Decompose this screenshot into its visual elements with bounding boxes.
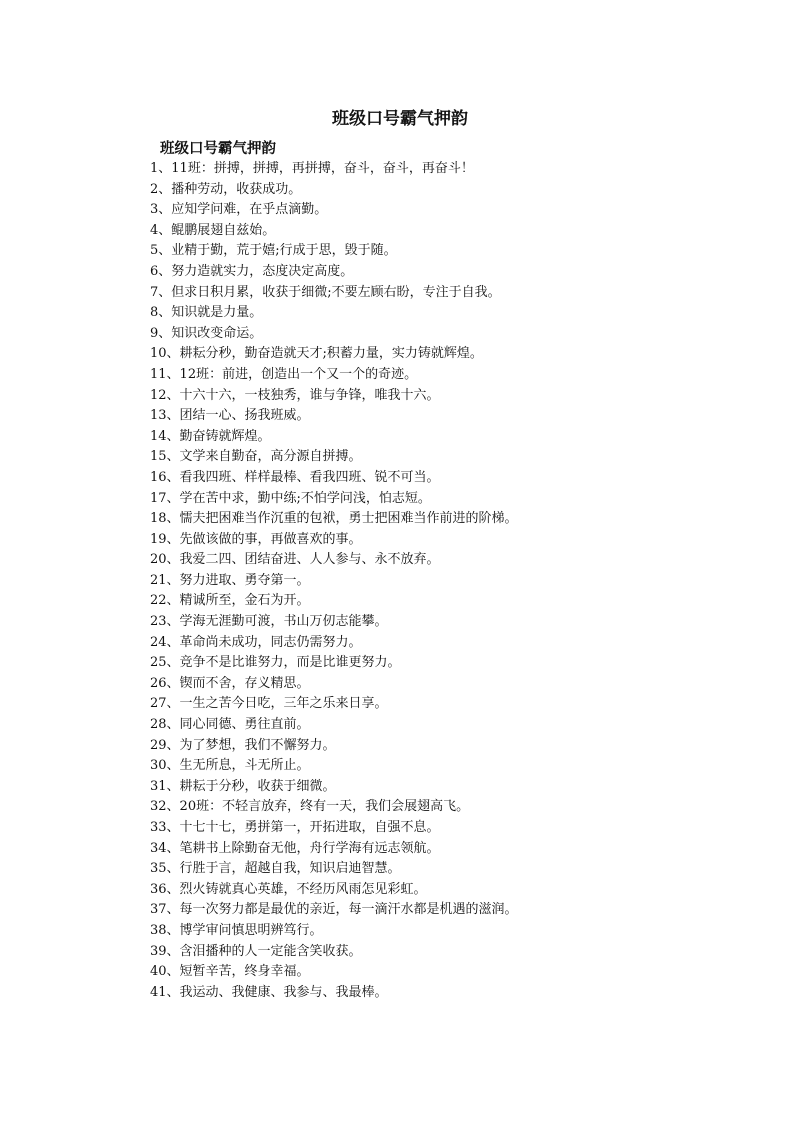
- slogan-item: 8、知识就是力量。: [150, 305, 263, 321]
- slogan-item: 6、努力造就实力，态度决定高度。: [150, 263, 354, 279]
- slogan-item: 24、革命尚未成功，同志仍需努力。: [150, 634, 362, 650]
- slogan-item: 41、我运动、我健康、我参与、我最棒。: [150, 984, 388, 1000]
- slogan-item: 15、文学来自勤奋，高分源自拼搏。: [150, 449, 362, 465]
- slogan-item: 17、学在苦中求，勤中练;不怕学问浅，怕志短。: [150, 490, 431, 506]
- slogan-item: 12、十六十六，一枝独秀，谁与争锋，唯我十六。: [150, 387, 440, 403]
- slogan-item: 38、博学审问慎思明辨笃行。: [150, 922, 323, 938]
- slogan-item: 34、笔耕书上除勤奋无他，舟行学海有远志领航。: [150, 840, 440, 856]
- slogan-item: 37、每一次努力都是最优的亲近，每一滴汗水都是机遇的滋润。: [150, 902, 518, 918]
- slogan-item: 1、11班：拼搏，拼搏，再拼搏，奋斗，奋斗，再奋斗！: [150, 161, 474, 176]
- slogan-item: 13、团结一心、扬我班威。: [150, 408, 310, 424]
- slogan-item: 32、20班：不轻言放弃，终有一天，我们会展翅高飞。: [150, 799, 470, 815]
- slogan-item: 9、知识改变命运。: [150, 325, 263, 341]
- slogan-item: 11、12班：前进，创造出一个又一个的奇迹。: [150, 366, 418, 382]
- slogan-item: 23、学海无涯勤可渡，书山万仞志能攀。: [150, 614, 388, 630]
- slogan-item: 21、努力进取、勇夺第一。: [150, 572, 310, 588]
- slogan-item: 16、看我四班、样样最棒、看我四班、锐不可当。: [150, 469, 440, 485]
- slogan-item: 35、行胜于言，超越自我，知识启迪智慧。: [150, 861, 401, 877]
- slogan-item: 19、先做该做的事，再做喜欢的事。: [150, 531, 362, 547]
- slogan-item: 29、为了梦想，我们不懈努力。: [150, 737, 336, 753]
- slogan-list: [150, 159, 780, 1003]
- section-heading: 班级口号霸气押韵: [160, 141, 276, 157]
- slogan-item: 26、锲而不舍，存义精思。: [150, 675, 310, 691]
- slogan-item: 36、烈火铸就真心英雄，不经历风雨怎见彩虹。: [150, 881, 427, 897]
- slogan-item: 10、耕耘分秒，勤奋造就天才;积蓄力量，实力铸就辉煌。: [150, 346, 483, 362]
- slogan-item: 22、精诚所至，金石为开。: [150, 593, 310, 609]
- slogan-item: 33、十七十七，勇拼第一，开拓进取，自强不息。: [150, 820, 440, 835]
- slogan-item: 2、播种劳动，收获成功。: [150, 181, 302, 197]
- slogan-item: 27、一生之苦今日吃，三年之乐来日享。: [150, 696, 388, 712]
- slogan-item: 18、懦夫把困难当作沉重的包袱，勇士把困难当作前进的阶梯。: [150, 511, 518, 527]
- slogan-item: 39、含泪播种的人一定能含笑收获。: [150, 943, 362, 959]
- slogan-item: 4、鲲鹏展翅自兹始。: [150, 222, 276, 238]
- slogan-item: 30、生无所息，斗无所止。: [150, 758, 310, 774]
- slogan-item: 25、竞争不是比谁努力，而是比谁更努力。: [150, 655, 401, 671]
- slogan-item: 3、应知学问难，在乎点滴勤。: [150, 202, 328, 218]
- slogan-item: 7、但求日积月累，收获于细微;不要左顾右盼，专注于自我。: [150, 284, 501, 300]
- slogan-item: 31、耕耘于分秒，收获于细微。: [150, 778, 336, 794]
- slogan-item: 28、同心同德、勇往直前。: [150, 717, 310, 733]
- slogan-item: 14、勤奋铸就辉煌。: [150, 428, 271, 444]
- slogan-item: 40、短暂辛苦，终身幸福。: [150, 964, 310, 980]
- slogan-item: 5、业精于勤，荒于嬉;行成于思，毁于随。: [150, 243, 397, 259]
- document-title: 班级口号霸气押韵: [332, 109, 468, 129]
- slogan-item: 20、我爱二四、团结奋进、人人参与、永不放弃。: [150, 552, 440, 568]
